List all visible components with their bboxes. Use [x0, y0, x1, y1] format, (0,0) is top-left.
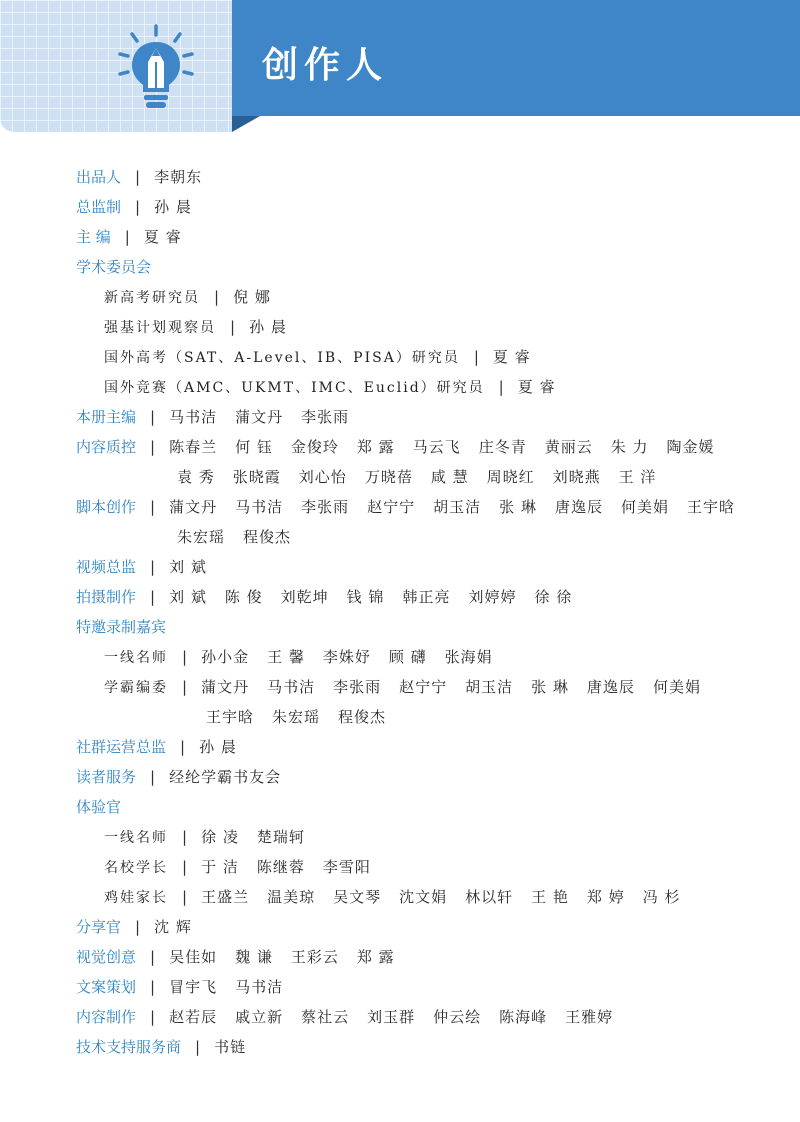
- person-name: 李张雨: [333, 678, 382, 696]
- person-name: 楚瑞轲: [256, 828, 305, 846]
- credit-row: [76, 1032, 264, 1062]
- name-list: [169, 768, 299, 786]
- person-name: 夏 睿: [492, 348, 531, 366]
- credit-row: [76, 492, 753, 522]
- person-name: 李雪阳: [322, 858, 371, 876]
- separator: |: [135, 918, 141, 936]
- person-name: 万晓蓓: [364, 468, 413, 486]
- sub-role-label: 国外高考（SAT、A-Level、IB、PISA）研究员: [104, 350, 460, 366]
- credit-row: [76, 582, 590, 612]
- name-list: [169, 978, 301, 996]
- person-name: 何美娟: [652, 678, 701, 696]
- person-name: 王宇晗: [206, 708, 255, 726]
- person-name: 王宇晗: [686, 498, 735, 516]
- credit-row: [76, 402, 367, 432]
- credit-row: [76, 222, 200, 252]
- credit-row: [104, 852, 389, 882]
- credit-row: [76, 432, 733, 462]
- name-list: [169, 948, 413, 966]
- person-name: 陈继蓉: [256, 858, 305, 876]
- separator: |: [150, 948, 156, 966]
- name-list: [518, 378, 574, 396]
- credit-row: [177, 462, 674, 492]
- person-name: 朱 力: [610, 438, 649, 456]
- person-name: 王彩云: [290, 948, 339, 966]
- role-label: 本册主编: [76, 408, 137, 426]
- credit-row: [104, 312, 305, 342]
- name-list: [169, 438, 732, 456]
- sub-role-label: 名校学长: [104, 860, 168, 876]
- credit-row: [76, 792, 121, 822]
- sub-role-label: 鸡娃家长: [104, 890, 168, 906]
- name-list: [177, 528, 309, 546]
- name-list: [169, 588, 590, 606]
- person-name: 刘玉群: [367, 1008, 416, 1026]
- person-name: 庄冬青: [478, 438, 527, 456]
- separator: |: [182, 648, 188, 666]
- role-label: 视频总监: [76, 558, 137, 576]
- sub-role-label: 强基计划观察员: [104, 320, 216, 336]
- separator: |: [150, 408, 156, 426]
- separator: |: [124, 228, 130, 246]
- separator: |: [150, 1008, 156, 1026]
- person-name: 程俊杰: [338, 708, 387, 726]
- separator: |: [230, 318, 236, 336]
- sub-role-label: 一线名师: [104, 650, 168, 666]
- role-label: 内容质控: [76, 438, 137, 456]
- separator: |: [182, 828, 188, 846]
- role-label: 体验官: [76, 798, 122, 816]
- sub-role-label: 学霸编委: [104, 680, 168, 696]
- person-name: 唐逸辰: [586, 678, 635, 696]
- role-label: 主 编: [76, 228, 111, 246]
- person-name: 刘 斌: [169, 588, 207, 606]
- name-list: [201, 648, 511, 666]
- name-list: [154, 198, 210, 216]
- person-name: 陈海峰: [499, 1008, 548, 1026]
- person-name: 张 琳: [499, 498, 537, 516]
- person-name: 李张雨: [301, 498, 350, 516]
- person-name: 孙 晨: [154, 198, 192, 216]
- name-list: [169, 1008, 631, 1026]
- separator: |: [195, 1038, 201, 1056]
- person-name: 何 钰: [235, 438, 273, 456]
- person-name: 李张雨: [301, 408, 350, 426]
- person-name: 于 洁: [201, 858, 239, 876]
- person-name: 黄丽云: [544, 438, 593, 456]
- separator: |: [180, 738, 186, 756]
- person-name: 蒲文丹: [201, 678, 250, 696]
- person-name: 李朝东: [154, 168, 203, 186]
- person-name: 夏 睿: [517, 378, 556, 396]
- person-name: 王盛兰: [201, 888, 250, 906]
- sub-role-label: 一线名师: [104, 830, 168, 846]
- person-name: 吴佳如: [169, 948, 218, 966]
- name-list: [201, 888, 698, 906]
- credit-row: [76, 972, 301, 1002]
- name-list: [199, 738, 255, 756]
- name-list: [201, 858, 389, 876]
- role-label: 内容制作: [76, 1008, 137, 1026]
- name-list: [169, 558, 225, 576]
- person-name: 冯 杉: [642, 888, 681, 906]
- name-list: [206, 708, 404, 726]
- role-label: 视觉创意: [76, 948, 137, 966]
- person-name: 刘晓燕: [552, 468, 601, 486]
- name-list: [177, 468, 674, 486]
- role-label: 文案策划: [76, 978, 137, 996]
- person-name: 何美娟: [620, 498, 669, 516]
- credit-row: [76, 552, 225, 582]
- person-name: 孙小金: [201, 648, 250, 666]
- person-name: 沈文娟: [399, 888, 448, 906]
- person-name: 王 洋: [618, 468, 657, 486]
- person-name: 韩正亮: [402, 588, 451, 606]
- name-list: [154, 168, 220, 186]
- person-name: 仲云绘: [433, 1008, 482, 1026]
- person-name: 冒宇飞: [169, 978, 218, 996]
- person-name: 倪 娜: [233, 288, 271, 306]
- name-list: [214, 1038, 264, 1056]
- person-name: 温美琼: [267, 888, 316, 906]
- separator: |: [150, 558, 156, 576]
- person-name: 李姝妤: [322, 648, 371, 666]
- separator: |: [182, 678, 188, 696]
- person-name: 徐 徐: [534, 588, 573, 606]
- sub-role-label: 新高考研究员: [104, 290, 200, 306]
- person-name: 陈春兰: [169, 438, 218, 456]
- person-name: 马书洁: [235, 978, 284, 996]
- person-name: 王雅婷: [565, 1008, 614, 1026]
- separator: |: [135, 168, 141, 186]
- person-name: 王 馨: [267, 648, 305, 666]
- person-name: 袁 秀: [177, 468, 215, 486]
- separator: |: [150, 978, 156, 996]
- separator: |: [498, 378, 504, 396]
- separator: |: [150, 498, 156, 516]
- role-label: 出品人: [76, 168, 122, 186]
- person-name: 陶金媛: [666, 438, 715, 456]
- page-title: 创作人: [262, 45, 389, 86]
- person-name: 朱宏瑶: [272, 708, 321, 726]
- person-name: 刘心怡: [298, 468, 347, 486]
- role-label: 技术支持服务商: [76, 1038, 182, 1056]
- credit-row: [76, 612, 166, 642]
- person-name: 马云飞: [412, 438, 461, 456]
- person-name: 刘婷婷: [468, 588, 517, 606]
- name-list: [233, 288, 289, 306]
- separator: |: [182, 858, 188, 876]
- credit-row: [206, 702, 404, 732]
- credit-row: [76, 762, 299, 792]
- person-name: 马书洁: [235, 498, 284, 516]
- person-name: 徐 凌: [201, 828, 239, 846]
- credit-row: [76, 1002, 631, 1032]
- separator: |: [150, 768, 156, 786]
- person-name: 魏 谦: [235, 948, 273, 966]
- person-name: 胡玉洁: [433, 498, 482, 516]
- person-name: 郑 婷: [586, 888, 625, 906]
- name-list: [154, 918, 210, 936]
- person-name: 郑 露: [356, 438, 395, 456]
- person-name: 沈 辉: [154, 918, 192, 936]
- person-name: 赵若辰: [169, 1008, 218, 1026]
- person-name: 张 琳: [531, 678, 569, 696]
- name-list: [169, 498, 753, 516]
- name-list: [169, 408, 367, 426]
- person-name: 赵宁宁: [399, 678, 448, 696]
- credit-row: [104, 342, 549, 372]
- person-name: 郑 露: [356, 948, 395, 966]
- credit-row: [104, 282, 289, 312]
- credit-row: [104, 372, 574, 402]
- person-name: 程俊杰: [243, 528, 292, 546]
- role-label: 读者服务: [76, 768, 137, 786]
- person-name: 林以轩: [465, 888, 514, 906]
- person-name: 孙 晨: [199, 738, 237, 756]
- name-list: [201, 828, 323, 846]
- role-label: 拍摄制作: [76, 588, 137, 606]
- separator: |: [150, 438, 156, 456]
- person-name: 张海娟: [444, 648, 493, 666]
- person-name: 孙 晨: [249, 318, 287, 336]
- role-label: 分享官: [76, 918, 122, 936]
- person-name: 戚立新: [235, 1008, 284, 1026]
- person-name: 王 艳: [531, 888, 569, 906]
- role-label: 脚本创作: [76, 498, 137, 516]
- person-name: 刘乾坤: [280, 588, 329, 606]
- person-name: 胡玉洁: [465, 678, 514, 696]
- person-name: 顾 礴: [388, 648, 427, 666]
- person-name: 钱 锦: [346, 588, 385, 606]
- credit-row: [104, 882, 698, 912]
- credit-row: [104, 822, 323, 852]
- separator: |: [214, 288, 220, 306]
- person-name: 咸 慧: [430, 468, 469, 486]
- person-name: 张晓霞: [232, 468, 281, 486]
- person-name: 朱宏瑶: [177, 528, 226, 546]
- credit-row: [177, 522, 309, 552]
- credit-row: [104, 642, 511, 672]
- person-name: 书链: [214, 1038, 247, 1056]
- person-name: 唐逸辰: [554, 498, 603, 516]
- person-name: 周晓红: [486, 468, 535, 486]
- credit-row: [76, 942, 413, 972]
- name-list: [493, 348, 549, 366]
- name-list: [144, 228, 200, 246]
- credit-row: [104, 672, 719, 702]
- page-header: [0, 0, 800, 132]
- separator: |: [473, 348, 479, 366]
- role-label: 总监制: [76, 198, 122, 216]
- name-list: [249, 318, 305, 336]
- credit-row: [76, 162, 220, 192]
- person-name: 马书洁: [169, 408, 218, 426]
- person-name: 经纶学霸书友会: [169, 768, 282, 786]
- person-name: 蒲文丹: [235, 408, 284, 426]
- lightbulb-pencil-icon: [110, 22, 202, 114]
- sub-role-label: 国外竞赛（AMC、UKMT、IMC、Euclid）研究员: [104, 380, 485, 396]
- person-name: 蒲文丹: [169, 498, 218, 516]
- person-name: 金俊玲: [290, 438, 339, 456]
- person-name: 马书洁: [267, 678, 316, 696]
- role-label: 社群运营总监: [76, 738, 167, 756]
- person-name: 赵宁宁: [367, 498, 416, 516]
- person-name: 吴文琴: [333, 888, 382, 906]
- person-name: 刘 斌: [169, 558, 207, 576]
- separator: |: [150, 588, 156, 606]
- separator: |: [182, 888, 188, 906]
- separator: |: [135, 198, 141, 216]
- person-name: 陈 俊: [224, 588, 263, 606]
- role-label: 特邀录制嘉宾: [76, 618, 167, 636]
- title-bar-fold: [232, 116, 260, 132]
- credit-row: [76, 192, 210, 222]
- person-name: 蔡社云: [301, 1008, 350, 1026]
- name-list: [201, 678, 719, 696]
- credit-row: [76, 732, 255, 762]
- person-name: 夏 睿: [143, 228, 182, 246]
- role-label: 学术委员会: [76, 258, 152, 276]
- credit-row: [76, 912, 210, 942]
- credit-row: [76, 252, 151, 282]
